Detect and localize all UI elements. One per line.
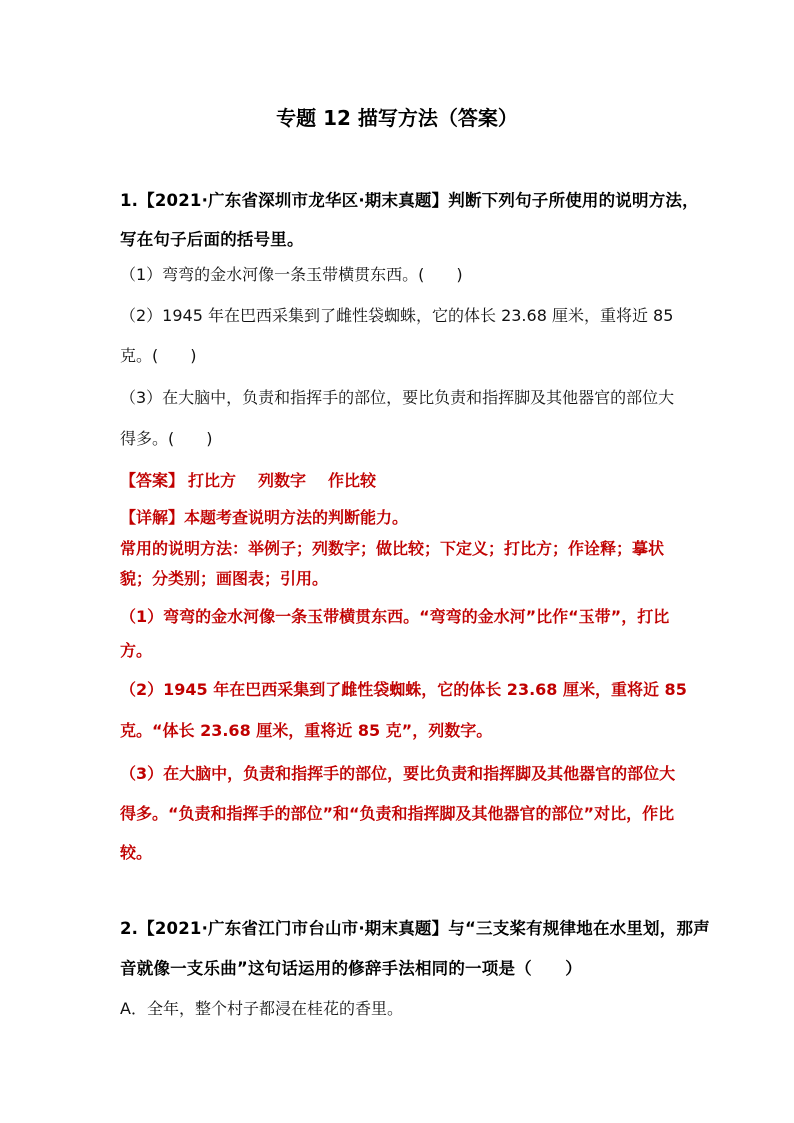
q1-exp3-line3: 较。 — [120, 843, 153, 862]
q1-item1: （1）弯弯的金水河像一条玉带横贯东西。( ) — [120, 265, 463, 284]
q1-exp2-line1: （2）1945 年在巴西采集到了雌性袋蜘蛛，它的体长 23.68 厘米，重将近 85 — [120, 680, 687, 699]
page-title: 专题 12 描写方法（答案） — [276, 106, 518, 130]
q1-answer-row — [120, 470, 398, 492]
q1-header-line2: 写在句子后面的括号里。 — [120, 230, 304, 249]
q1-header-line1: 1.【2021·广东省深圳市龙华区·期末真题】判断下列句子所使用的说明方法， — [120, 191, 699, 210]
q2-header-line1: 2.【2021·广东省江门市台山市·期末真题】与“三支桨有规律地在水里划，那声 — [120, 919, 710, 938]
answer-1: 打比方 — [188, 471, 237, 490]
answer-3: 作比较 — [328, 471, 377, 490]
q1-item2-line1: （2）1945 年在巴西采集到了雌性袋蜘蛛，它的体长 23.68 厘米，重将近 85 — [120, 306, 674, 325]
q1-item2-line2: 克。( ) — [120, 346, 197, 365]
q1-detail-line: 【详解】本题考查说明方法的判断能力。 — [120, 508, 409, 527]
q2-header-line2: 音就像一支乐曲”这句话运用的修辞手法相同的一项是（ ） — [120, 959, 582, 978]
q1-item3-line2: 得多。( ) — [120, 429, 213, 448]
q1-item3-line1: （3）在大脑中，负责和指挥手的部位，要比负责和指挥脚及其他器官的部位大 — [120, 388, 675, 407]
q1-exp1-line2: 方。 — [120, 641, 153, 660]
q1-methods-line2: 貌；分类别；画图表；引用。 — [120, 569, 329, 588]
q1-exp2-line2: 克。“体长 23.68 厘米，重将近 85 克”，列数字。 — [120, 721, 493, 740]
q1-exp3-line2: 得多。“负责和指挥手的部位”和“负责和指挥脚及其他器官的部位”对比，作比 — [120, 804, 675, 823]
q1-methods-line1: 常用的说明方法：举例子；列数字；做比较；下定义；打比方；作诠释；摹状 — [120, 539, 665, 558]
q1-exp1-line1: （1）弯弯的金水河像一条玉带横贯东西。“弯弯的金水河”比作“玉带”，打比 — [120, 607, 670, 626]
q2-option-a: A．全年，整个村子都浸在桂花的香里。 — [120, 999, 403, 1018]
answer-label: 【答案】 — [120, 471, 185, 490]
q1-exp3-line1: （3）在大脑中，负责和指挥手的部位，要比负责和指挥脚及其他器官的部位大 — [120, 764, 676, 783]
answer-2: 列数字 — [258, 471, 307, 490]
